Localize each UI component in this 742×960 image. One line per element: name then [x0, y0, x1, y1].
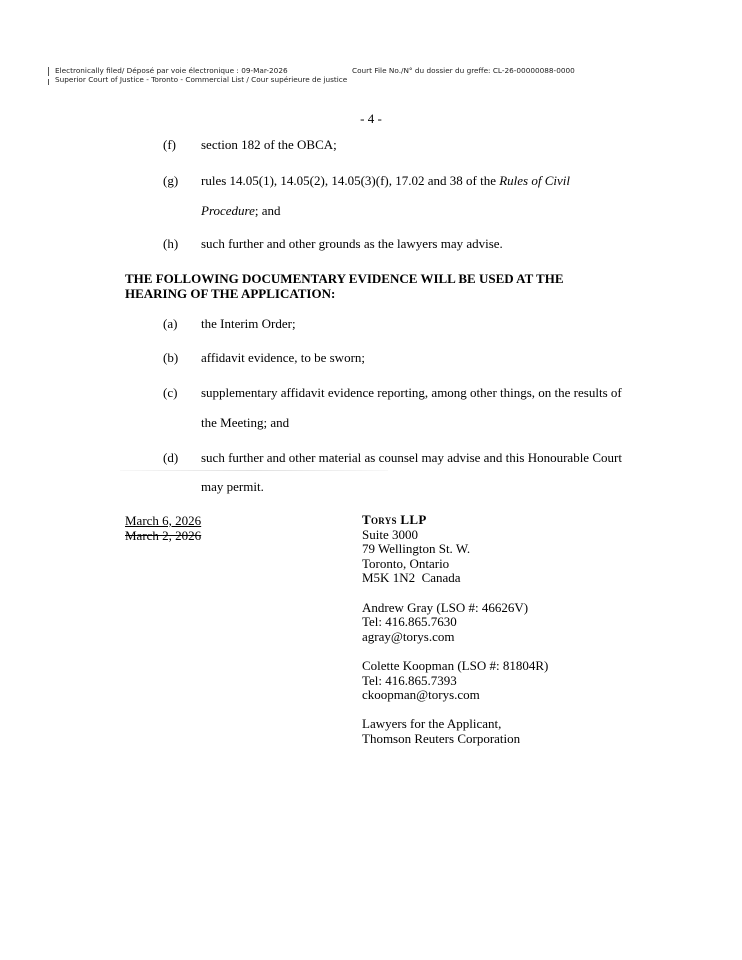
lawyer-name: Andrew Gray (LSO #: 46626V) — [362, 599, 529, 615]
lawyer-contact — [362, 659, 548, 703]
firm-name: Torys LLP — [362, 512, 427, 527]
list-item-g-continuation — [201, 203, 281, 218]
lawyer-phone: Tel: 416.865.7393 — [362, 672, 457, 688]
rules-title-italic: Rules of Civil — [499, 173, 570, 188]
heading-line-1: THE FOLLOWING DOCUMENTARY EVIDENCE WILL BE USED AT THE — [125, 271, 564, 286]
date-block — [125, 513, 201, 543]
list-marker: (f) — [163, 137, 176, 152]
list-item-c-continuation: the Meeting; and — [201, 415, 290, 430]
address-line: Suite 3000 — [362, 526, 418, 542]
role-block — [362, 717, 548, 746]
rules-text: rules 14.05(1), 14.05(2), 14.05(3)(f), 17.02 and 38 of the — [201, 173, 500, 188]
lawyer-phone: Tel: 416.865.7630 — [362, 614, 457, 630]
lawyer-email: ckoopman@torys.com — [362, 687, 480, 703]
stamp-marker-line — [48, 79, 49, 85]
stamp-marker-line — [48, 67, 49, 76]
filing-stamp-line-2: Superior Court of Justice - Toronto - Commercial List / Cour supérieure de justice — [55, 75, 348, 84]
court-file-number: Court File No./N° du dossier du greffe: CL-26-00000088-0000 — [352, 66, 575, 75]
firm-address-block — [362, 513, 548, 586]
list-item-text: the Interim Order; — [201, 316, 296, 331]
heading-line-2: HEARING OF THE APPLICATION: — [125, 286, 336, 301]
list-marker: (c) — [163, 385, 178, 400]
faint-rule — [120, 470, 388, 471]
list-marker: (g) — [163, 173, 179, 188]
continuation-text: ; and — [254, 203, 281, 218]
list-item-text: affidavit evidence, to be sworn; — [201, 350, 366, 365]
list-item-text: section 182 of the OBCA; — [201, 137, 337, 152]
rules-title-italic: Procedure — [201, 203, 255, 218]
filing-stamp-line-1: Electronically filed/ Déposé par voie électronique : 09-Mar-2026 — [55, 66, 288, 75]
list-item-text: such further and other grounds as the lawyers may advise. — [201, 236, 503, 251]
evidence-heading — [125, 271, 564, 301]
current-date: March 6, 2026 — [125, 513, 202, 528]
lawyer-contact — [362, 601, 548, 645]
list-item-text: such further and other material as counsel may advise and this Honourable Court — [201, 450, 622, 465]
list-item-text: supplementary affidavit evidence reporting, among other things, on the results of — [201, 385, 622, 400]
list-marker: (d) — [163, 450, 179, 465]
lawyer-name: Colette Koopman (LSO #: 81804R) — [362, 657, 549, 673]
address-line: 79 Wellington St. W. — [362, 541, 471, 557]
list-marker: (h) — [163, 236, 179, 251]
address-line: M5K 1N2 Canada — [362, 570, 461, 586]
list-item-text — [201, 173, 570, 188]
list-item-d-continuation: may permit. — [201, 479, 264, 494]
list-marker: (b) — [163, 350, 179, 365]
role-line: Thomson Reuters Corporation — [362, 730, 521, 746]
struck-date: March 2, 2026 — [125, 528, 202, 543]
list-marker: (a) — [163, 316, 178, 331]
address-line: Toronto, Ontario — [362, 555, 450, 571]
lawyer-email: agray@torys.com — [362, 628, 455, 644]
page-number: - 4 - — [360, 111, 382, 126]
role-line: Lawyers for the Applicant, — [362, 716, 502, 732]
signature-block — [362, 513, 548, 747]
